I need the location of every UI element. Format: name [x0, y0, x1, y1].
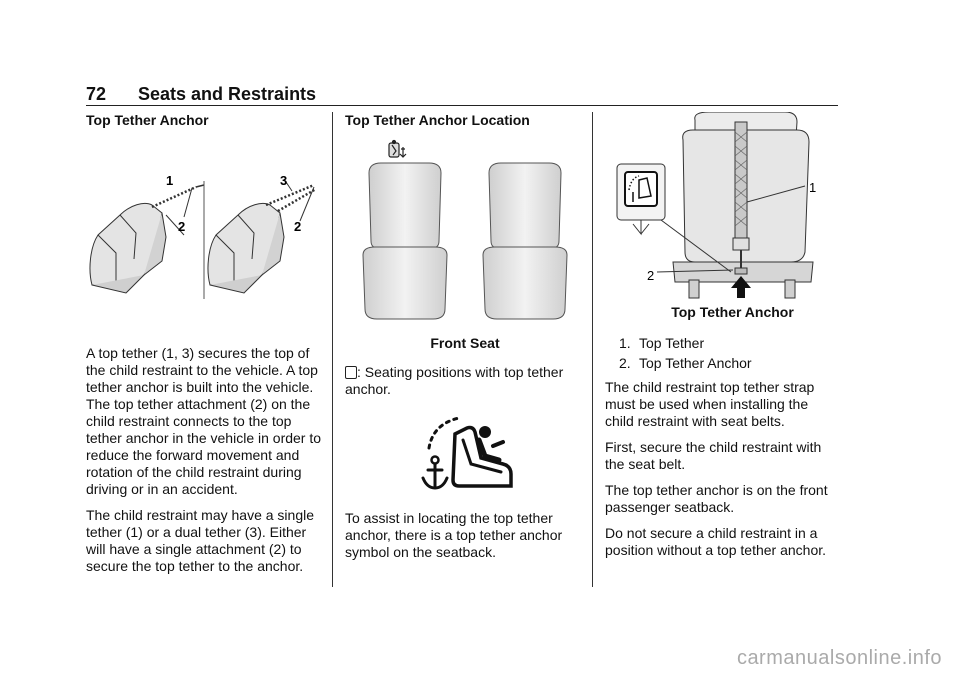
- legend-seating-positions: [345, 364, 585, 398]
- callout-1: 1: [809, 180, 817, 195]
- tether-anchor-icon-inline: [345, 366, 357, 379]
- paragraph-anchor-position: The top tether anchor is on the front passenger seatback.: [605, 482, 828, 515]
- front-seats-illustration: [345, 137, 585, 323]
- heading-top-tether-anchor: Top Tether Anchor: [86, 112, 209, 128]
- list-item: [619, 333, 840, 353]
- callout-3: 3: [280, 175, 288, 188]
- column-divider-1: [332, 112, 333, 587]
- tether-anchor-symbol-large: [415, 414, 515, 492]
- paragraph-tether-types: The child restraint may have a single tether (1) or a dual tether (3). Either will have a single attachment (2) to secure the top tether to the anchor.: [86, 507, 314, 574]
- callout-1: 1: [166, 175, 174, 188]
- tether-anchor-symbol-small: [389, 141, 406, 158]
- callout-2: 2: [647, 268, 655, 283]
- paragraph-tether-description: A top tether (1, 3) secures the top of the child restraint to the vehicle. A top tether anchor is built into the vehicle. The top tether attachment (2) on the child restraint connects to the top tether anchor in the vehicle in order to reduce the forward movement and rotation of the child restraint during driving or in an accident.: [86, 345, 322, 497]
- list-item: [619, 353, 840, 373]
- section-title: Seats and Restraints: [138, 84, 317, 104]
- watermark: carmanualsonline.info: [736, 647, 942, 669]
- column-divider-2: [592, 112, 593, 587]
- column-3: [605, 112, 840, 568]
- figure-caption-top-tether-anchor: Top Tether Anchor: [671, 304, 794, 320]
- callout-2-left: 2: [178, 219, 186, 234]
- list-text: Top Tether: [639, 335, 705, 351]
- list-number: 2.: [619, 355, 631, 371]
- list-number: 1.: [619, 335, 631, 351]
- child-seat-tether-illustration: [86, 175, 326, 303]
- page-header: [86, 84, 838, 106]
- callout-2-right: 2: [294, 219, 302, 234]
- paragraph-warning: Do not secure a child restraint in a position without a top tether anchor.: [605, 525, 827, 558]
- seatback-tether-illustration: [613, 112, 823, 300]
- page-number: 72: [86, 84, 107, 104]
- list-text: Top Tether Anchor: [639, 355, 752, 371]
- paragraph-secure-first: First, secure the child restraint with the seat belt.: [605, 439, 822, 472]
- paragraph-strap-required: The child restraint top tether strap must be used when installing the child restraint with seat belts.: [605, 379, 815, 429]
- heading-anchor-location: Top Tether Anchor Location: [345, 112, 530, 128]
- column-2: [345, 112, 585, 570]
- numbered-list: [605, 333, 840, 373]
- legend-text: : Seating positions with top tether anchor.: [345, 364, 564, 397]
- paragraph-symbol-location: To assist in locating the top tether anchor, there is a top tether anchor symbol on the seatback.: [345, 510, 563, 560]
- figure-caption-front-seat: Front Seat: [430, 335, 500, 351]
- column-1: [86, 112, 326, 584]
